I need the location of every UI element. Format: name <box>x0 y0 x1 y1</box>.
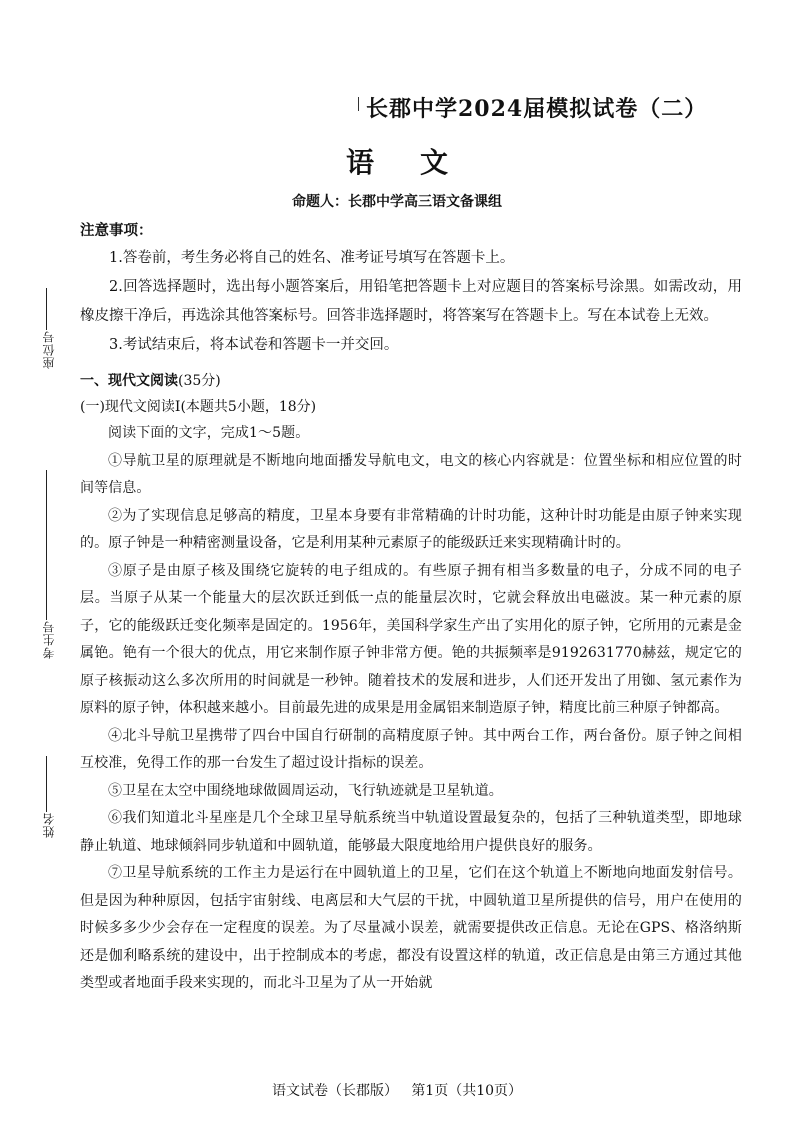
reading-passage <box>80 420 742 998</box>
exam-title: 长郡中学2024届模拟试卷（二） <box>366 96 708 122</box>
reading-instruction: 阅读下面的文字，完成1～5题。 <box>108 425 310 441</box>
name-field <box>40 812 57 838</box>
notice-block <box>80 218 742 360</box>
footer-page: 第1页（共10页） <box>411 1083 523 1099</box>
passage-paragraph: ①导航卫星的原理就是不断地向地面播发导航电文，电文的核心内容就是：位置坐标和相应位置的时间等信息。 <box>80 452 742 496</box>
page-footer <box>0 1080 794 1100</box>
subsection-title: (一)现代文阅读Ⅰ(本题共5小题，18分) <box>80 399 317 415</box>
passage-paragraph: ⑥我们知道北斗星座是几个全球卫星导航系统当中轨道设置最复杂的，包括了三种轨道类型，即地球静止轨道、地球倾斜同步轨道和中圆轨道，能够最大限度地给用户提供良好的服务。 <box>80 810 742 854</box>
notice-title: 注意事项： <box>80 223 153 239</box>
subject-title: 语文 <box>345 146 494 179</box>
exam-number-field <box>40 620 57 659</box>
notice-item: 2.回答选择题时，选出每小题答案后，用铅笔把答题卡上对应题目的答案标号涂黑。如需改动，用橡皮擦干净后，再选涂其他答案标号。回答非选择题时，将答案写在答题卡上。写在本试卷上无效。 <box>80 279 742 324</box>
exam-number-line <box>46 470 47 620</box>
exam-content <box>80 218 742 998</box>
notice-item: 1.答卷前，考生务必将自己的姓名、准考证号填写在答题卡上。 <box>109 250 515 266</box>
name-label: 姓名 <box>42 812 56 838</box>
seat-number-line <box>46 288 47 330</box>
passage-paragraph: ④北斗导航卫星携带了四台中国自行研制的高精度原子钟。其中两台工作，两台备份。原子钟之间相互校准，免得工作的那一台发生了超过设计指标的误差。 <box>80 727 742 771</box>
passage-paragraph: ②为了实现信息足够高的精度，卫星本身要有非常精确的计时功能，这种计时功能是由原子钟来实现的。原子钟是一种精密测量设备，它是利用某种元素原子的能级跃迁来实现精确计时的。 <box>80 507 742 551</box>
name-line <box>46 756 47 812</box>
section-title-text: 一、现代文阅读 <box>80 373 178 389</box>
footer-paper: 语文试卷（长郡版） <box>271 1083 398 1099</box>
exam-number-label: 考生号 <box>42 620 56 659</box>
setter-line: 命题人：长郡中学高三语文备课组 <box>292 194 502 210</box>
section-title <box>80 369 742 394</box>
notice-item: 3.考试结束后，将本试卷和答题卡一并交回。 <box>109 337 399 353</box>
seat-number-field <box>40 330 57 369</box>
seat-number-label: 座位号 <box>42 330 56 369</box>
title-mark <box>358 97 359 111</box>
passage-paragraph: ⑦卫星导航系统的工作主力是运行在中圆轨道上的卫星，它们在这个轨道上不断地向地面发射信号。但是因为种种原因，包括宇宙射线、电离层和大气层的干扰，中圆轨道卫星所提供的信号，用户在使用的时候多多少少会存在一定程度的误差。为了尽量减小误差，就需要提供改正信息。无论在GPS、格洛纳斯还是伽利略系统的建设中，出于控制成本的考虑，都没有设置这样的轨道，改正信息是由第三方通过其他类型或者地面手段来实现的，而北斗卫星为了从一开始就 <box>80 865 742 991</box>
section-points: (35分) <box>178 373 221 389</box>
passage-paragraph: ③原子是由原子核及围绕它旋转的电子组成的。有些原子拥有相当多数量的电子，分成不同的电子层。当原子从某一个能量大的层次跃迁到低一点的能量层次时，它就会释放出电磁波。某一种元素的原子，它的能级跃迁变化频率是固定的。1956年，美国科学家生产出了实用化的原子钟，它所用的元素是金属铯。铯有一个很大的优点，用它来制作原子钟非常方便。铯的共振频率是9192631770赫兹，规定它的原子核振动这么多次所用的时间就是一秒钟。随着技术的发展和进步，人们还开发出了用铷、氢元素作为原料的原子钟，体积越来越小。目前最先进的成果是用金属铝来制造原子钟，精度比前三种原子钟都高。 <box>80 562 742 716</box>
passage-paragraph: ⑤卫星在太空中围绕地球做圆周运动，飞行轨迹就是卫星轨道。 <box>108 782 503 799</box>
